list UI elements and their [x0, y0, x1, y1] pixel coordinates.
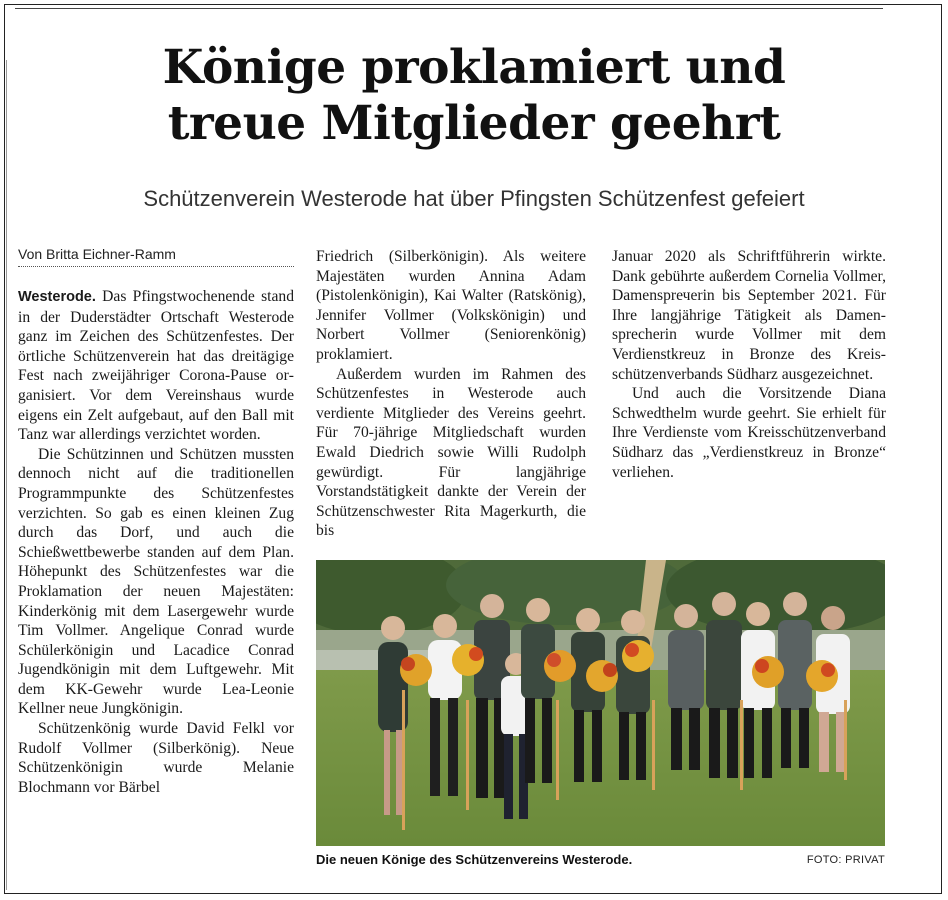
paragraph: Und auch die Vorsitzende Diana Schwedthelm wurde geehrt. Sie erhielt für Ihre Verdienste vom Kreisschützenverband Südharz das „Verdienstkreuz in Bronze“ verliehen.	[612, 385, 886, 481]
dateline: Westerode.	[18, 289, 96, 305]
paragraph: Januar 2020 als Schriftführerin wirkte. Dank gebührte außerdem Cornelia Vollmer, Damensprечеrin bis September 2021. Für Ihre langjährige Tätigkeit als Damensprecherin wurde Vollmer mit dem Verdienstkreuz in Bronze des Kreisschützenverbands Südharz ausgezeichnet.	[612, 248, 886, 383]
paragraph: Außerdem wurden im Rahmen des Schützenfestes in Westerode auch verdiente Mitglieder des Vereins geehrt. Für 70-jährige Mitgliedschaft wurden Ewald Diedrich sowie Willi Rudolph gewürdigt. Für langjährige Vorstandstätigkeit dankte der Verein der Schützenschwester Rita Magerkurth, die bis	[316, 365, 586, 540]
top-rule	[15, 8, 883, 9]
photo-credit: FOTO: PRIVAT	[806, 854, 885, 866]
headline	[0, 40, 948, 152]
article-column-1	[18, 287, 294, 797]
subheadline: Schützenverein Westerode hat über Pfingsten Schützenfest gefeiert	[143, 186, 805, 211]
group-photo	[316, 560, 885, 846]
photo-caption: Die neuen Könige des Schützenvereins Westerode.	[316, 852, 633, 867]
paragraph: Schützenkönig wurde David Felkl vor Rudolf Vollmer (Silberkönig). Neue Schützenkönigin wurde Melanie Blochmann vor Bärbel	[18, 720, 294, 796]
article-column-3	[612, 247, 886, 482]
article-column-2	[316, 247, 586, 541]
paragraph-intro-text: Das Pfingstwochenende stand in der Duderstädter Ortschaft Westerode ganz im Zeichen des Schützenfestes. Der örtliche Schützenverein hat das dreitägige Fest nach zweijähriger Corona-Pause organisiert. Vor dem Vereinshaus wurde eigens ein Zelt aufgebaut, auf den Ball mit Tanz war allerdings verzichtet worden.	[18, 288, 294, 444]
headline-line-2: treue Mitglieder geehrt	[167, 96, 781, 151]
paragraph-intro	[18, 287, 294, 445]
paragraph: Friedrich (Silberkönigin). Als weitere Majestäten wurden Annina Adam (Pistolenkönigin), Kai Walter (Ratskönig), Jennifer Vollmer (Volkskönigin) und Norbert Vollmer (Seniorenkönig) proklamiert.	[316, 248, 586, 363]
paragraph: Die Schützinnen und Schützen mussten dennoch nicht auf die traditionellen Programmpunkte des Schützenfestes verzichten. So gab es einen kleinen Zug durch das Dorf, und auch die Schießwettbewerbe standen auf dem Plan. Höhepunkt des Schützenfestes war die Proklamation der neuen Majestäten: Kinderkönig mit dem Lasergewehr wurde Tim Vollmer. Angelique Conrad wurde Schülerkönigin und Lacadice Conrad Jugendkönigin mit dem Luftgewehr. Mit dem KK-Gewehr wurde Lea-Leonie Kellner neue Jungkönigin.	[18, 445, 294, 718]
headline-line-1: Könige proklamiert und	[162, 40, 786, 95]
left-rule	[6, 60, 7, 890]
author-byline: Von Britta Eichner-Ramm	[18, 246, 294, 267]
